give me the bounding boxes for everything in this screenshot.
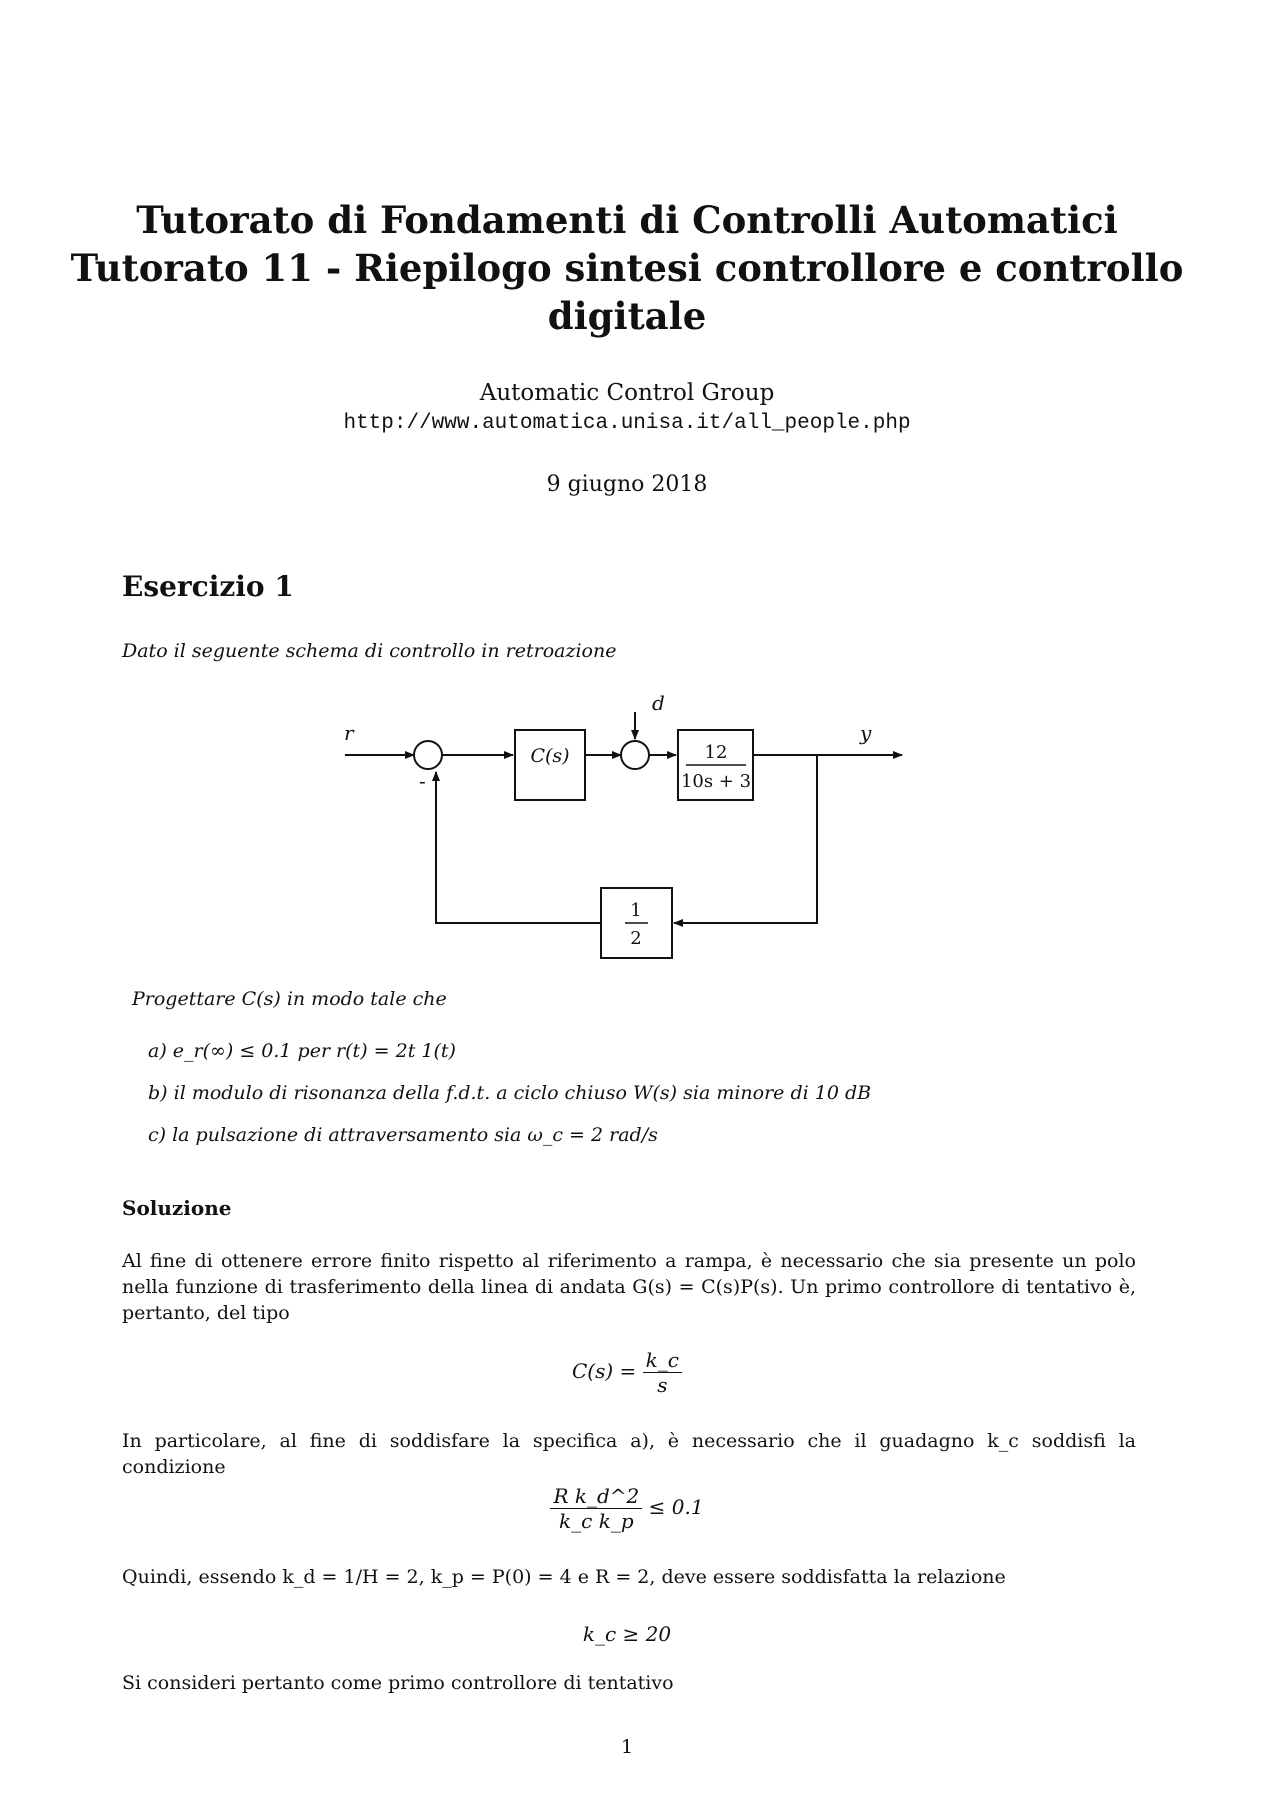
- label-r: r: [344, 721, 354, 745]
- requirement-a: [148, 1040, 456, 1062]
- label-y: y: [860, 721, 872, 745]
- requirement-b: [148, 1082, 871, 1104]
- solution-paragraph-1: Al fine di ottenere errore finito rispetto al riferimento a rampa, è necessario che sia presente un polo nella funzione di trasferimento della linea di andata G(s) = C(s)P(s). Un primo controllore di tentativo è, pertanto, del tipo: [122, 1250, 1136, 1324]
- title-line-3: digitale: [547, 294, 707, 338]
- exercise-heading: Esercizio 1: [122, 570, 294, 603]
- solution-paragraph-4: Si consideri pertanto come primo controllore di tentativo: [122, 1672, 674, 1694]
- equation-lhs: C(s) =: [572, 1359, 637, 1383]
- feedback-numerator: 1: [630, 900, 642, 921]
- design-prompt: Progettare C(s) in modo tale che: [132, 988, 447, 1010]
- block-diagram: [330, 690, 920, 970]
- requirement-label: b): [148, 1082, 168, 1104]
- plant-denominator: 10s + 3: [680, 771, 752, 792]
- summing-junction-1: [414, 741, 442, 769]
- fraction-numerator: R k_d^2: [550, 1484, 642, 1509]
- requirement-text: il modulo di risonanza della f.d.t. a ciclo chiuso W(s) sia minore di 10 dB: [173, 1082, 872, 1104]
- author-group: Automatic Control Group: [479, 380, 775, 406]
- label-minus: -: [419, 769, 426, 793]
- fraction-numerator: k_c: [643, 1348, 682, 1373]
- feedback-denominator: 2: [630, 928, 642, 949]
- equation-controller: [0, 1348, 1254, 1397]
- solution-heading: Soluzione: [122, 1196, 232, 1220]
- solution-paragraph-3: Quindi, essendo k_d = 1/H = 2, k_p = P(0) = 4 e R = 2, deve essere soddisfatta la relazione: [122, 1566, 1006, 1588]
- equation-gain-condition: [0, 1484, 1254, 1533]
- controller-label: C(s): [530, 745, 570, 767]
- requirement-label: c): [148, 1124, 167, 1146]
- fraction-denominator: k_c k_p: [559, 1509, 634, 1533]
- exercise-intro: Dato il seguente schema di controllo in retroazione: [122, 640, 617, 662]
- label-d: d: [652, 691, 665, 715]
- plant-numerator: 12: [704, 742, 728, 763]
- equation-fraction: [550, 1484, 642, 1533]
- title-line-2: Tutorato 11 - Riepilogo sintesi controllore e controllo: [70, 246, 1184, 290]
- equation-fraction: [643, 1348, 682, 1397]
- requirement-text: e_r(∞) ≤ 0.1 per r(t) = 2t 1(t): [172, 1040, 456, 1062]
- summing-junction-2: [621, 741, 649, 769]
- solution-paragraph-2: In particolare, al fine di soddisfare la specifica a), è necessario che il guadagno k_c soddisfi la condizione: [122, 1430, 1136, 1478]
- author-url: http://www.automatica.unisa.it/all_people.php: [343, 412, 911, 435]
- requirement-c: [148, 1124, 658, 1146]
- requirement-text: la pulsazione di attraversamento sia ω_c = 2 rad/s: [172, 1124, 658, 1146]
- requirement-label: a): [148, 1040, 167, 1062]
- page-number: 1: [620, 1736, 634, 1758]
- document-date: 9 giugno 2018: [546, 472, 708, 497]
- equation-gain-bound: k_c ≥ 20: [582, 1622, 672, 1646]
- title-line-1: Tutorato di Fondamenti di Controlli Automatici: [136, 198, 1118, 242]
- fraction-denominator: s: [657, 1373, 668, 1397]
- equation-rhs: ≤ 0.1: [648, 1495, 704, 1519]
